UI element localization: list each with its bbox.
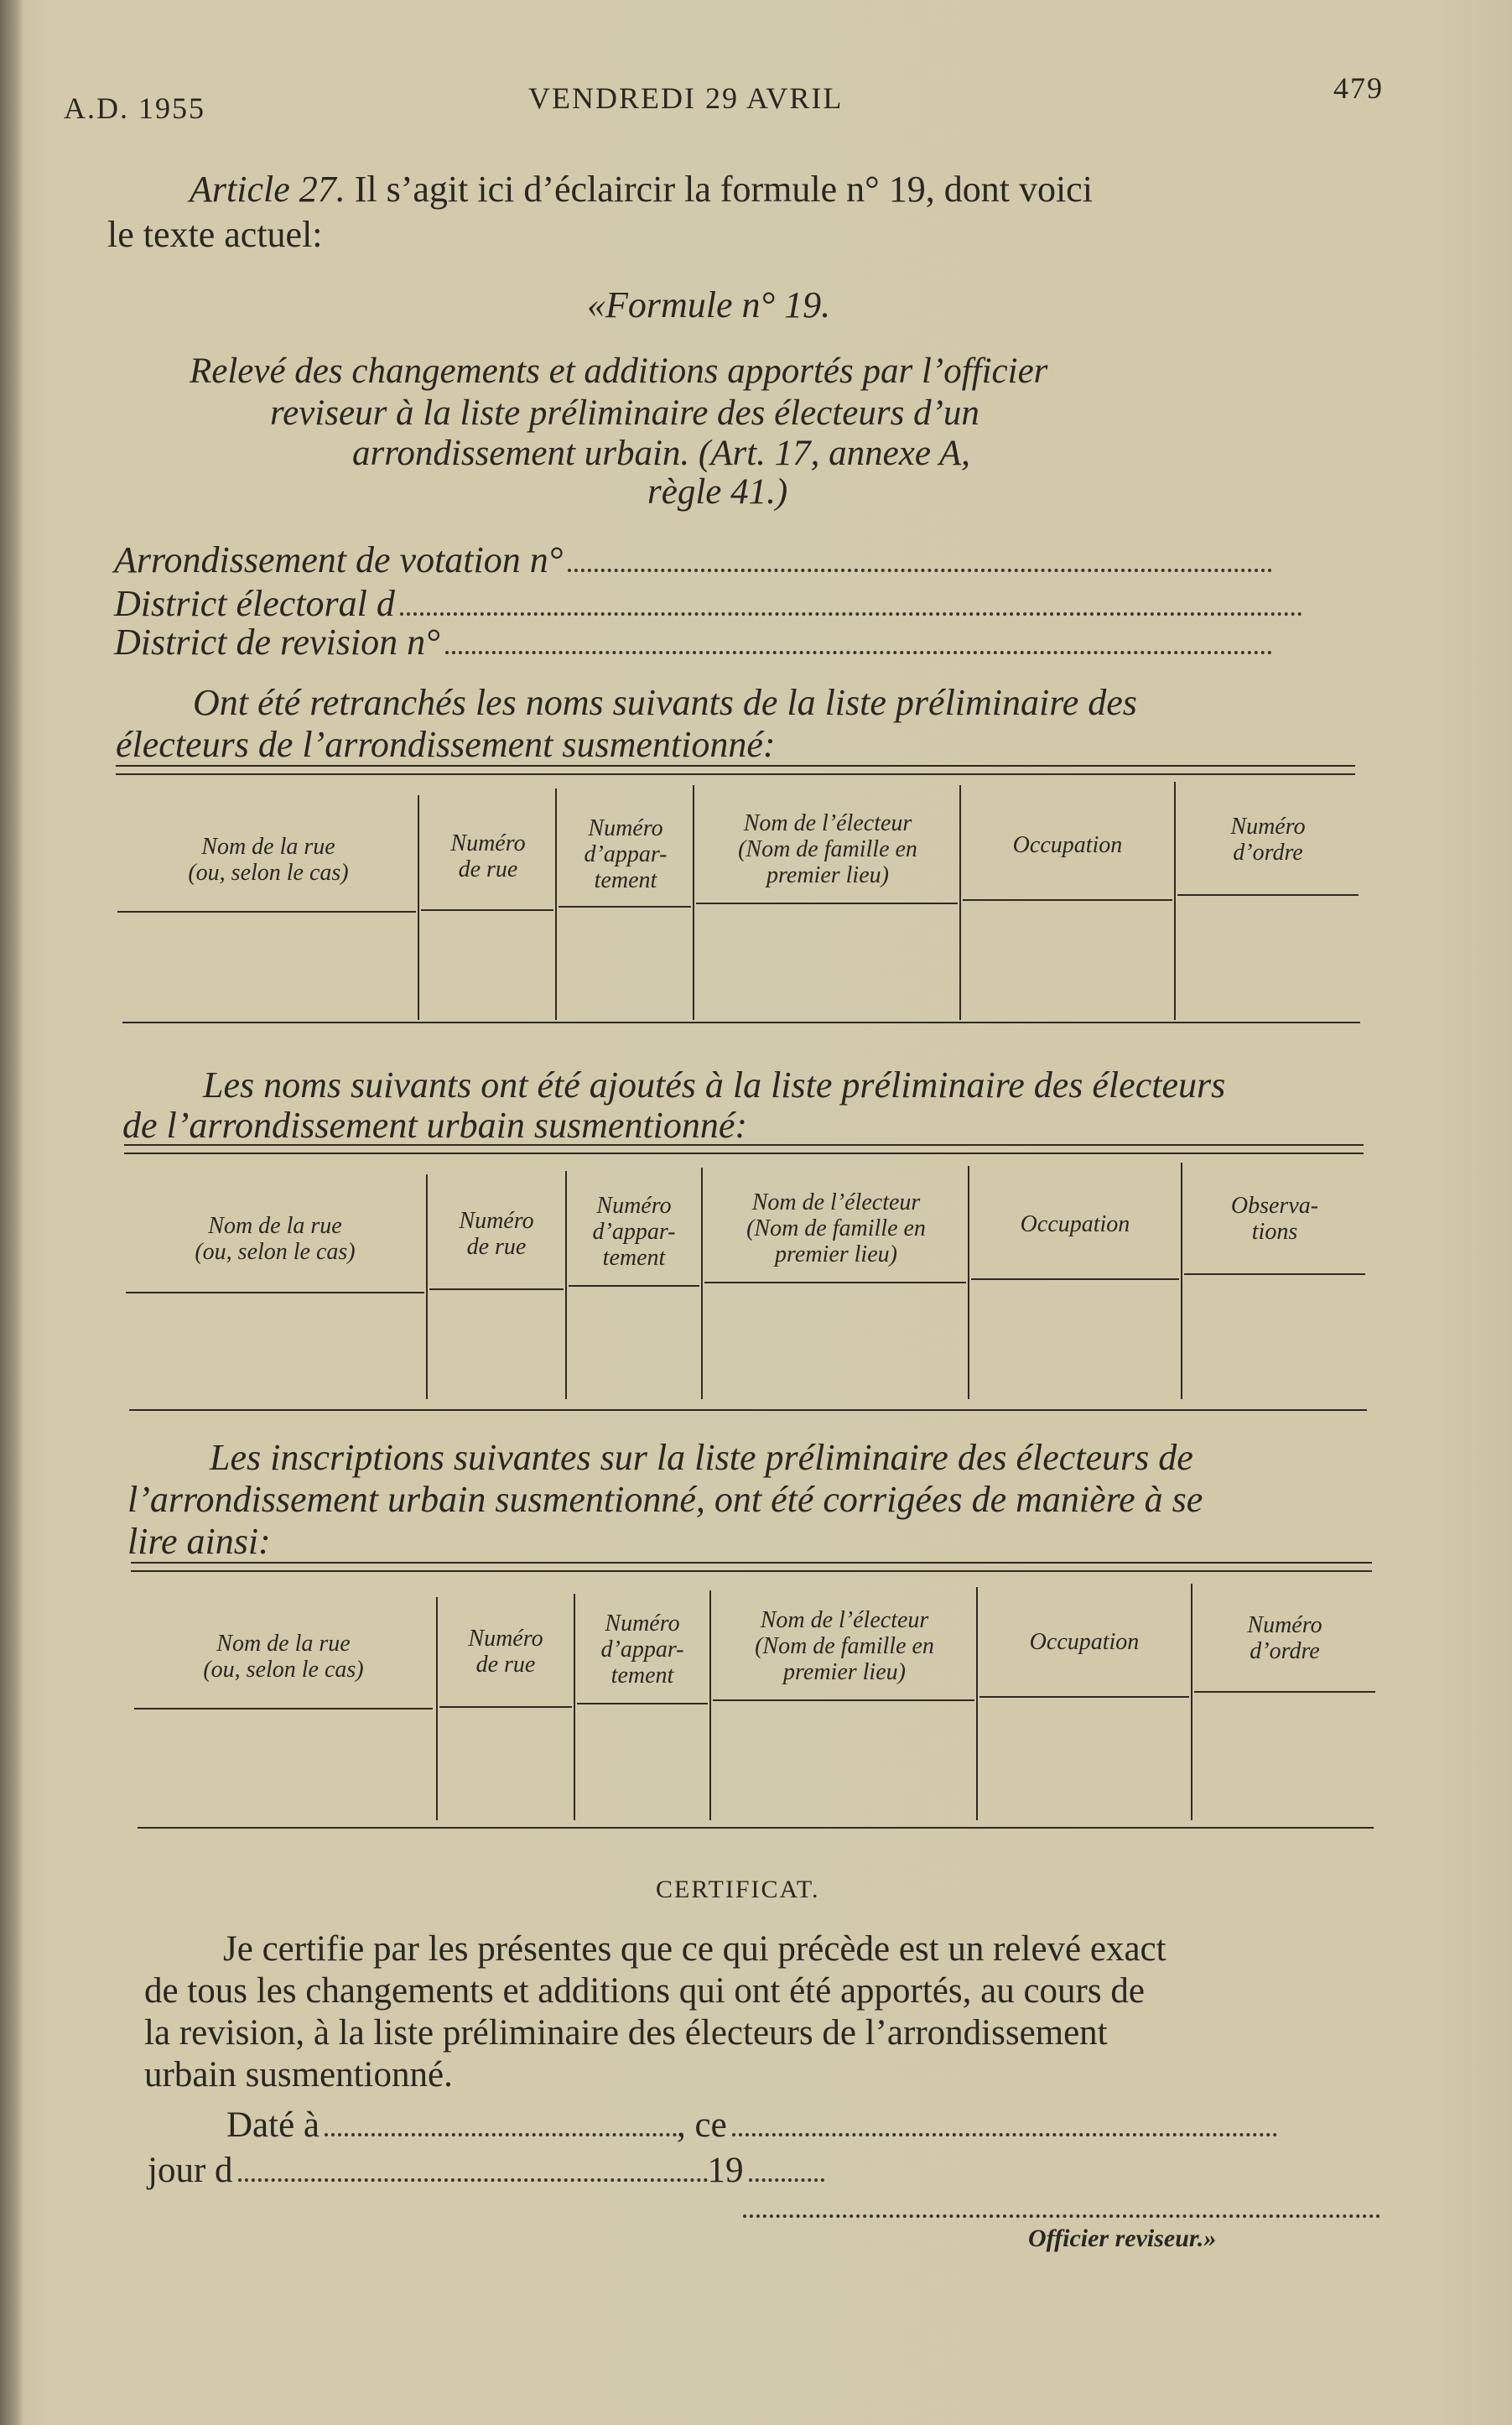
article-reference: Article 27.	[190, 169, 346, 210]
header-underline	[971, 1278, 1179, 1280]
column-header-apartment: Numéro d’appar- tement	[584, 815, 668, 893]
year-prefix: 19	[707, 2151, 744, 2190]
column-divider	[1191, 1584, 1192, 1820]
form-heading-line-2: reviseur à la liste préliminaire des électeurs d’un	[270, 393, 979, 433]
book-spine-shadow	[0, 0, 23, 2425]
dotted-leader	[749, 2178, 824, 2182]
signature-caption: Officier reviseur.»	[1028, 2225, 1217, 2252]
column-divider	[555, 788, 557, 1020]
dotted-leader	[238, 2178, 708, 2182]
date-place-label: Daté à	[226, 2105, 320, 2145]
column-header-street: Nom de la rue (ou, selon le cas)	[188, 834, 349, 886]
column-divider	[565, 1171, 567, 1399]
certificate-line-1: Je certifie par les présentes que ce qui précède est un relevé exact	[223, 1929, 1166, 1969]
header-underline	[126, 1292, 424, 1293]
dotted-leader	[400, 612, 1302, 616]
header-underline	[117, 911, 416, 913]
column-header-observations: Observa- tions	[1230, 1193, 1319, 1245]
header-underline	[577, 1703, 708, 1704]
column-divider	[968, 1166, 969, 1399]
signature-line	[743, 2214, 1380, 2218]
header-underline	[134, 1708, 433, 1709]
field-revision-district-label: District de revision n°	[114, 622, 440, 663]
header-underline	[569, 1285, 699, 1287]
form-heading-line-1: Relevé des changements et additions apportés par l’officier	[190, 351, 1048, 391]
certificate-line-2: de tous les changements et additions qui ont été apportés, au cours de	[144, 1971, 1145, 2011]
section-3-line-1: Les inscriptions suivantes sur la liste préliminaire des électeurs de	[210, 1437, 1193, 1478]
header-underline	[1177, 894, 1359, 896]
date-place-line	[226, 2104, 1277, 2147]
certificate-title: CERTIFICAT.	[656, 1876, 820, 1903]
intro-line-2: le texte actuel:	[107, 214, 323, 255]
intro-line-1	[190, 168, 1093, 211]
column-divider	[701, 1168, 703, 1399]
certificate-line-3: la revision, à la liste préliminaire des électeurs de l’arrondissement	[144, 2013, 1108, 2053]
column-header-elector-name: Nom de l’électeur (Nom de famille en premier lieu)	[746, 1189, 926, 1267]
dotted-leader	[445, 651, 1272, 654]
intro-line-1-text: Il s’agit ici d’éclaircir la formule n° 19, dont voici	[354, 169, 1093, 210]
header-underline	[713, 1699, 974, 1701]
column-header-elector-name: Nom de l’électeur (Nom de famille en premier lieu)	[755, 1607, 934, 1685]
column-header-order-number: Numéro d’ordre	[1247, 1612, 1322, 1664]
field-electoral-district-label: District électoral d	[114, 583, 395, 624]
section-2-line-2: de l’arrondissement urbain susmentionné:	[122, 1105, 748, 1146]
header-underline	[421, 909, 553, 911]
page-number: 479	[1333, 71, 1384, 105]
header-year: A.D. 1955	[64, 91, 205, 125]
column-divider	[418, 795, 419, 1020]
dotted-leader	[732, 2133, 1277, 2136]
form-heading-line-4: règle 41.)	[647, 472, 788, 512]
form-heading-line-3: arrondissement urbain. (Art. 17, annexe A,	[352, 434, 970, 473]
column-header-occupation: Occupation	[1029, 1629, 1140, 1655]
column-header-apartment: Numéro d’appar- tement	[600, 1611, 684, 1689]
day-line	[148, 2149, 824, 2193]
column-divider	[574, 1594, 575, 1820]
header-underline	[963, 899, 1172, 901]
column-divider	[976, 1587, 978, 1820]
column-header-street-number: Numéro de rue	[468, 1626, 543, 1678]
section-1-line-2: électeurs de l’arrondissement susmentionné:	[116, 724, 776, 765]
column-divider	[709, 1590, 711, 1820]
column-divider	[693, 785, 694, 1020]
header-underline	[429, 1288, 564, 1290]
section-3-line-2: l’arrondissement urbain susmentionné, ont été corrigées de manière à se	[127, 1479, 1203, 1520]
section-2-line-1: Les noms suivants ont été ajoutés à la liste préliminaire des électeurs	[203, 1064, 1226, 1106]
header-underline	[559, 906, 691, 908]
column-divider	[1174, 782, 1176, 1020]
field-revision-district	[114, 621, 1272, 663]
header-underline	[1194, 1691, 1375, 1693]
table-top-rule	[131, 1562, 1372, 1572]
table-top-rule	[116, 765, 1355, 775]
column-header-street: Nom de la rue (ou, selon le cas)	[203, 1631, 364, 1683]
column-header-street: Nom de la rue (ou, selon le cas)	[195, 1213, 356, 1265]
header-underline	[439, 1706, 572, 1708]
section-3-line-3: lire ainsi:	[127, 1521, 271, 1562]
column-divider	[426, 1174, 428, 1399]
field-polling-division-label: Arrondissement de votation n°	[114, 539, 564, 580]
table-top-rule	[124, 1144, 1364, 1154]
header-underline	[704, 1282, 966, 1283]
table-bottom-rule	[122, 1022, 1360, 1023]
field-electoral-district	[114, 582, 1302, 625]
header-underline	[696, 903, 958, 904]
field-polling-division	[114, 539, 1272, 581]
column-header-occupation: Occupation	[1020, 1211, 1130, 1237]
column-divider	[1181, 1163, 1182, 1399]
column-divider	[436, 1597, 438, 1820]
form-title: «Formule n° 19.	[587, 284, 831, 325]
table-bottom-rule	[129, 1409, 1367, 1411]
header-underline	[1184, 1273, 1365, 1275]
section-1-line-1: Ont été retranchés les noms suivants de la liste préliminaire des	[193, 682, 1137, 723]
column-divider	[959, 785, 961, 1020]
certificate-line-4: urbain susmentionné.	[144, 2055, 453, 2095]
column-header-order-number: Numéro d’ordre	[1230, 814, 1306, 866]
column-header-apartment: Numéro d’appar- tement	[592, 1193, 676, 1271]
column-header-street-number: Numéro de rue	[450, 830, 526, 882]
header-date: VENDREDI 29 AVRIL	[528, 81, 844, 115]
date-separator: , ce	[677, 2105, 727, 2145]
dotted-leader	[325, 2133, 677, 2136]
table-bottom-rule	[138, 1827, 1374, 1829]
dotted-leader	[568, 569, 1272, 572]
day-label: jour d	[148, 2151, 233, 2190]
header-underline	[979, 1696, 1189, 1698]
column-header-occupation: Occupation	[1012, 832, 1123, 858]
column-header-street-number: Numéro de rue	[459, 1208, 534, 1260]
column-header-elector-name: Nom de l’électeur (Nom de famille en premier lieu)	[738, 810, 917, 888]
